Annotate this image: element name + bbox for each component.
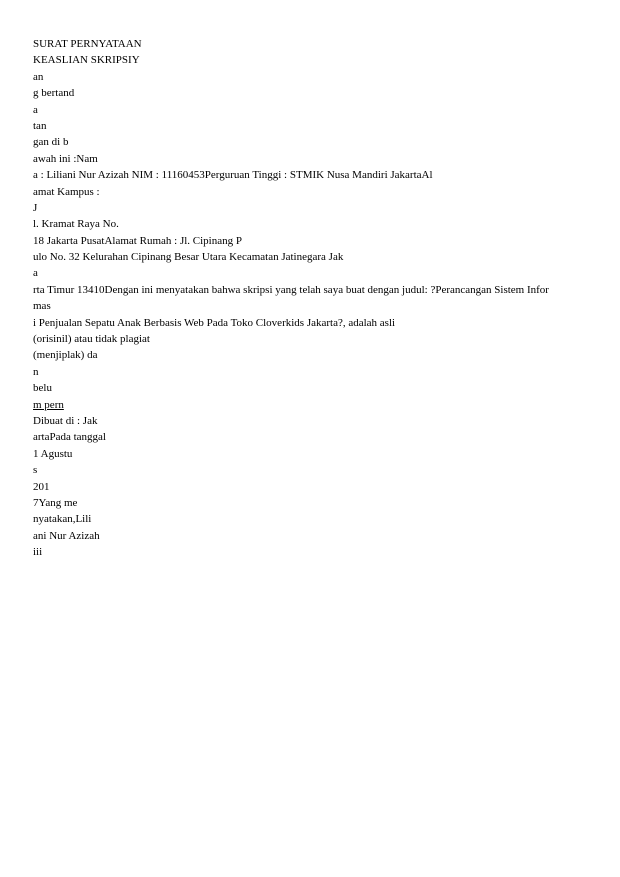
text-line: Dibuat di : Jak <box>33 414 98 427</box>
text-line: awah ini :Nam <box>33 152 98 165</box>
text-line: g bertand <box>33 87 75 100</box>
text-line: a <box>33 267 38 280</box>
text-line: artaPada tanggal <box>33 431 106 444</box>
text-line: i Penjualan Sepatu Anak Berbasis Web Pada Toko Cloverkids Jakarta?, adalah asli <box>33 316 396 329</box>
text-line: (menjiplak) da <box>33 349 98 362</box>
text-line: a : Liliani Nur Azizah NIM : 11160453Perguruan Tinggi : STMIK Nusa Mandiri JakartaAl <box>33 169 433 182</box>
text-line: an <box>33 70 44 83</box>
letter-title: SURAT PERNYATAAN <box>33 38 142 50</box>
text-line: gan di b <box>33 136 69 149</box>
text-line: belu <box>33 382 52 395</box>
text-line: 201 <box>33 480 50 493</box>
text-line: ulo No. 32 Kelurahan Cipinang Besar Utara Kecamatan Jatinegara Jak <box>33 251 344 264</box>
text-line: 7Yang me <box>33 496 78 509</box>
statement-text <box>33 36 593 561</box>
text-line: s <box>33 464 38 477</box>
text-line: nyatakan,Lili <box>33 513 92 526</box>
text-line: a <box>33 103 38 116</box>
text-line: 1 Agustu <box>33 447 73 460</box>
page-number: iii <box>33 546 43 559</box>
text-line: 18 Jakarta PusatAlamat Rumah : Jl. Cipinang P <box>33 234 242 247</box>
text-line: J <box>33 201 38 214</box>
letter-subtitle: KEASLIAN SKRIPSIY <box>33 54 140 67</box>
text-line: amat Kampus : <box>33 185 100 198</box>
text-line: rta Timur 13410Dengan ini menyatakan bahwa skripsi yang telah saya buat dengan judul: ?Perancangan Sistem Infor <box>33 283 549 296</box>
text-line: tan <box>33 119 47 132</box>
text-line: l. Kramat Raya No. <box>33 218 119 231</box>
text-line: (orisinil) atau tidak plagiat <box>33 333 150 346</box>
text-line: n <box>33 365 39 378</box>
text-line-underlined: m pern <box>33 398 64 411</box>
text-line: ani Nur Azizah <box>33 529 100 542</box>
text-line: mas <box>33 300 51 313</box>
